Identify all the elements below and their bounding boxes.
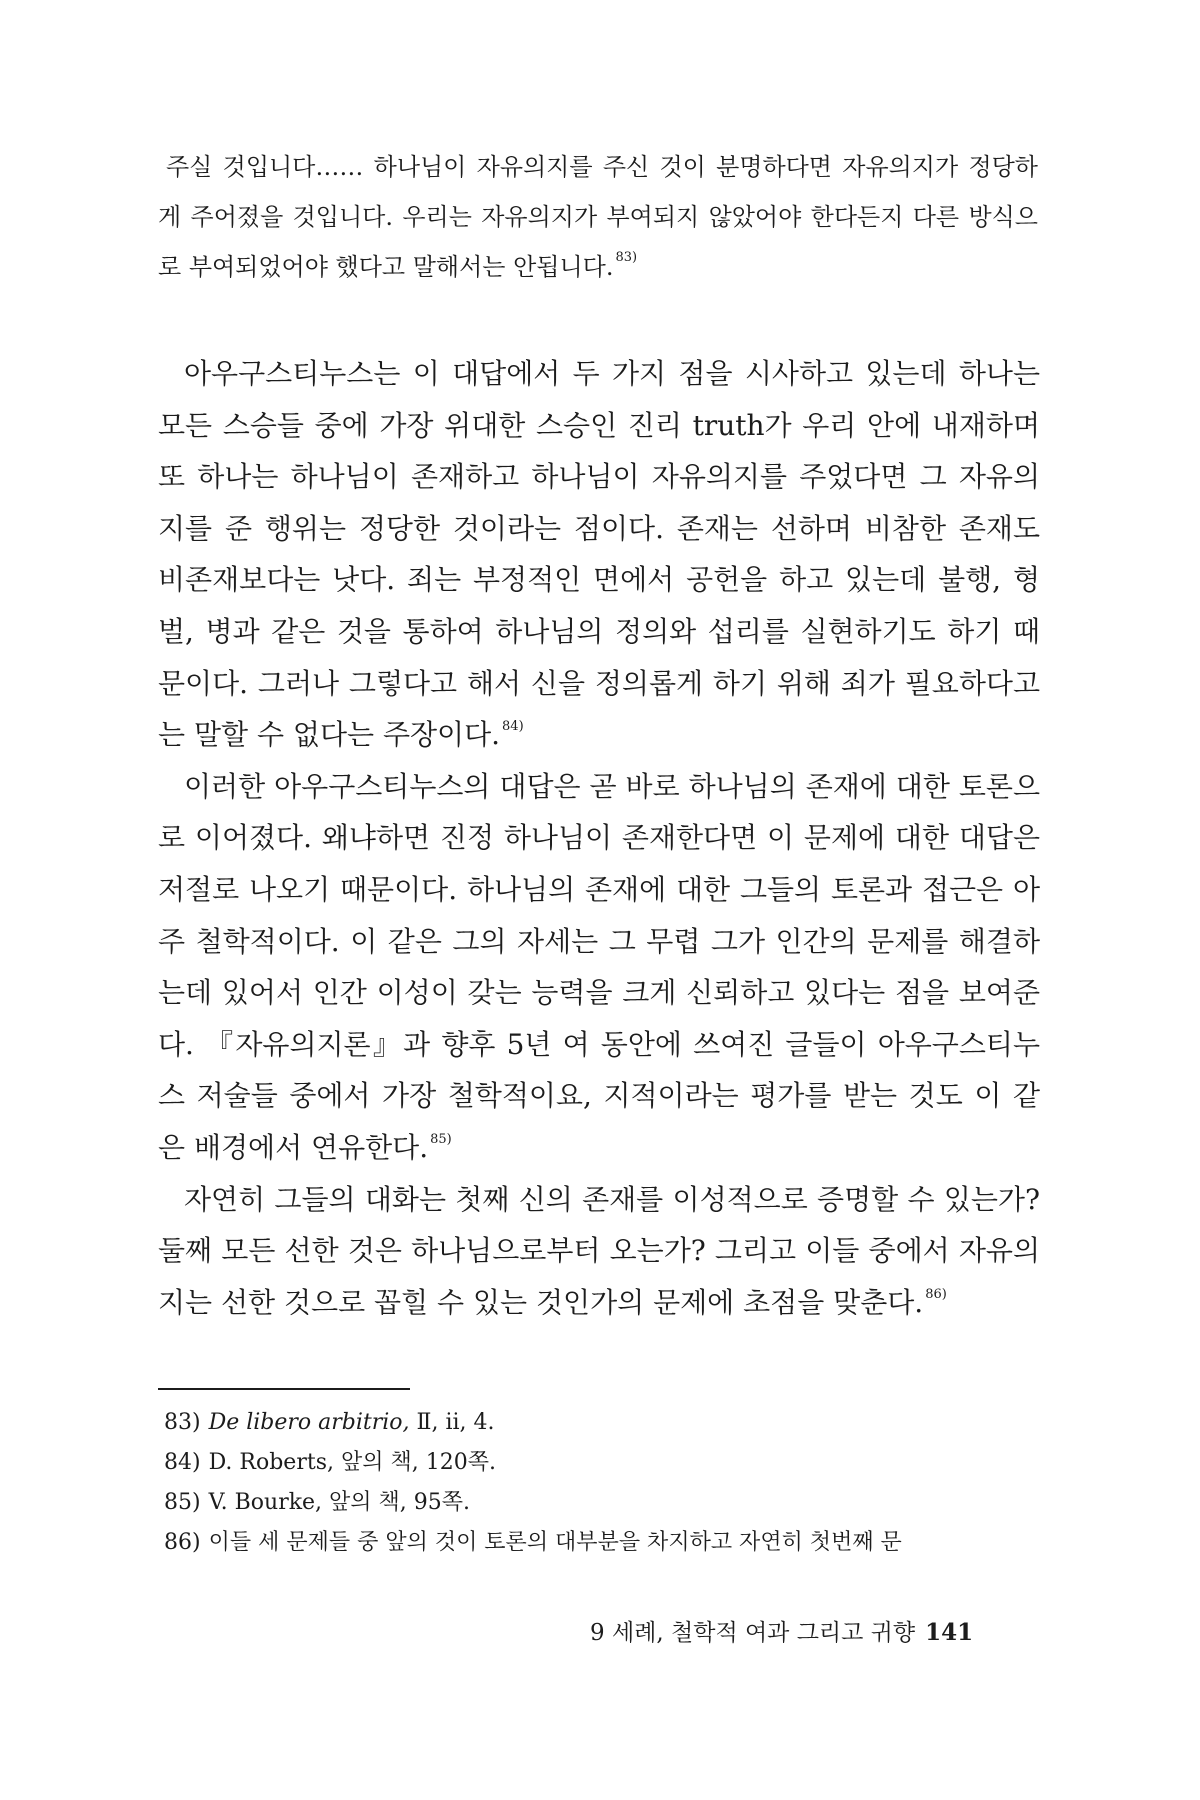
footnote-text: 이들 세 문제들 중 앞의 것이 토론의 대부분을 차지하고 자연히 첫번째 문: [208, 1530, 902, 1555]
footnote-number: 85): [164, 1490, 201, 1515]
footnote-86: [164, 1523, 1044, 1563]
quote-text: 주실 것입니다…… 하나님이 자유의지를 주신 것이 분명하다면 자유의지가 정당하게 주어졌을 것입니다. 우리는 자유의지가 부여되지 않았어야 한다든지 다른 방식으로 부여되었어야 했다고 말해서는 안됩니다.: [158, 153, 1038, 281]
paragraph-text: 이러한 아우구스티누스의 대답은 곧 바로 하나님의 존재에 대한 토론으로 이어졌다. 왜냐하면 진정 하나님이 존재한다면 이 문제에 대한 대답은 저절로 나오기 때문이다. 하나님의 존재에 대한 그들의 토론과 접근은 아주 철학적이다. 이 같은 그의 자세는 그 무렵 그가 인간의 문제를 해결하는데 있어서 인간 이성이 갖는 능력을 크게 신뢰하고 있다는 점을 보여준다. 『자유의지론』과 향후 5년 여 동안에 쓰여진 글들이 아우구스티누스 저술들 중에서 가장 철학적이요, 지적이라는 평가를 받는 것도 이 같은 배경에서 연유한다.: [158, 769, 1040, 1164]
footnote-title: De libero arbitrio,: [208, 1410, 410, 1435]
footnote-text: V. Bourke, 앞의 책, 95쪽.: [208, 1490, 471, 1515]
footnote-ref-85: 85): [430, 1131, 452, 1147]
footnotes: [164, 1403, 1044, 1563]
footnote-text: Ⅱ, ii, 4.: [409, 1410, 495, 1435]
chapter-running-head: 9 세례, 철학적 여과 그리고 귀향: [590, 1620, 916, 1646]
paragraph-2: [158, 761, 1040, 1174]
block-quote: [158, 142, 1038, 292]
body-text: [158, 348, 1040, 1328]
paragraph-3: [158, 1174, 1040, 1329]
paragraph-text: 자연히 그들의 대화는 첫째 신의 존재를 이성적으로 증명할 수 있는가? 둘째 모든 선한 것은 하나님으로부터 오는가? 그리고 이들 중에서 자유의지는 선한 것으로 꼽힐 수 있는 것인가의 문제에 초점을 맞춘다.: [158, 1182, 1040, 1319]
footnote-ref-83: 83): [615, 250, 638, 265]
running-footer: [590, 1617, 1050, 1649]
footnote-divider: [158, 1388, 410, 1390]
footnote-85: [164, 1483, 1044, 1523]
footnote-83: [164, 1403, 1044, 1443]
paragraph-1: [158, 348, 1040, 761]
footnote-84: [164, 1443, 1044, 1483]
page-number: 141: [925, 1619, 974, 1646]
footnote-number: 86): [164, 1530, 201, 1555]
footnote-number: 83): [164, 1410, 201, 1435]
footnote-text: D. Roberts, 앞의 책, 120쪽.: [208, 1450, 496, 1475]
footnote-number: 84): [164, 1450, 201, 1475]
footnote-ref-84: 84): [502, 719, 524, 735]
footnote-ref-86: 86): [925, 1286, 947, 1302]
paragraph-text: 아우구스티누스는 이 대답에서 두 가지 점을 시사하고 있는데 하나는 모든 스승들 중에 가장 위대한 스승인 진리 truth가 우리 안에 내재하며 또 하나는 하나님이 존재하고 하나님이 자유의지를 주었다면 그 자유의지를 준 행위는 정당한 것이라는 점이다. 존재는 선하며 비참한 존재도 비존재보다는 낫다. 죄는 부정적인 면에서 공헌을 하고 있는데 불행, 형벌, 병과 같은 것을 통하여 하나님의 정의와 섭리를 실현하기도 하기 때문이다. 그러나 그렇다고 해서 신을 정의롭게 하기 위해 죄가 필요하다고는 말할 수 없다는 주장이다.: [158, 357, 1040, 752]
